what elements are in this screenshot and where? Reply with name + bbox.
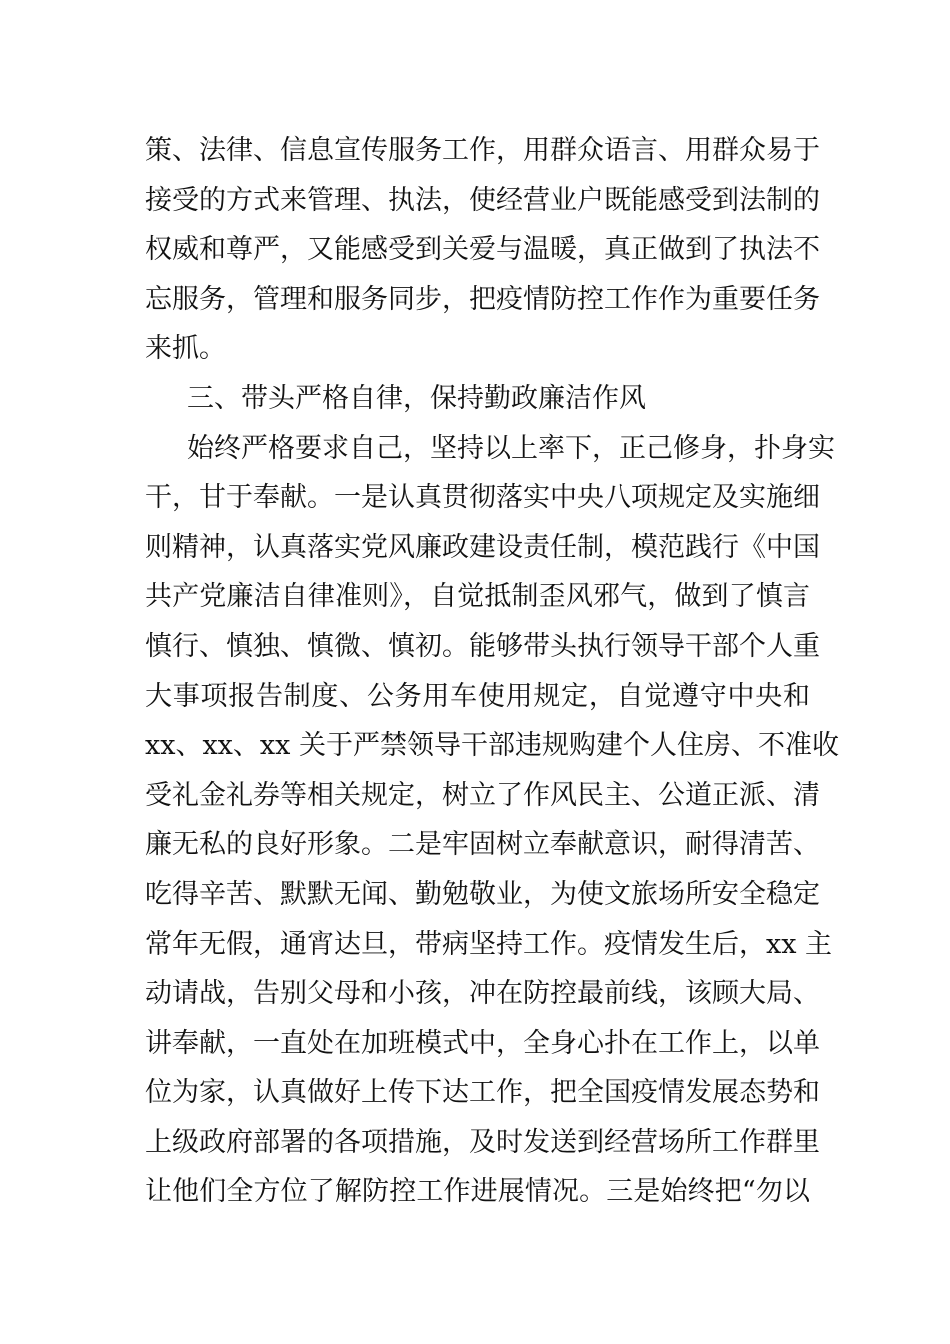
text-line: 共产党廉洁自律准则》，自觉抵制歪风邪气，做到了慎言 [145,581,810,613]
text-line: 慎行、慎独、慎微、慎初。能够带头执行领导干部个人重 [145,630,820,662]
text-line: 接受的方式来管理、执法，使经营业户既能感受到法制的 [145,184,820,216]
text-line: 始终严格要求自己，坚持以上率下，正己修身，扑身实 [187,432,835,464]
text-line: 大事项报告制度、公务用车使用规定，自觉遵守中央和 [145,680,810,712]
text-line: 动请战，告别父母和小孩，冲在防控最前线，该顾大局、 [145,978,820,1010]
text-line: 干，甘于奉献。一是认真贯彻落实中央八项规定及实施细 [145,482,820,514]
text-line: 廉无私的良好形象。二是牢固树立奉献意识，耐得清苦、 [145,829,820,861]
text-line: 策、法律、信息宣传服务工作，用群众语言、用群众易于 [145,135,820,166]
text-line: 讲奉献，一直处在加班模式中，全身心扑在工作上，以单 [145,1027,820,1059]
text-line: 吃得辛苦、默默无闻、勤勉敬业，为使文旅场所安全稳定 [145,878,820,910]
text-line: 让他们全方位了解防控工作进展情况。三是始终把“勿以 [145,1176,810,1208]
section-heading: 三、带头严格自律，保持勤政廉洁作风 [187,382,646,414]
text-line: 受礼金礼券等相关规定，树立了作风民主、公道正派、清 [145,779,820,811]
text-line: 来抓。 [145,333,226,365]
text-line: xx、xx、xx 关于严禁领导干部违规购建个人住房、不准收 [145,730,839,762]
text-line: 位为家，认真做好上传下达工作，把全国疫情发展态势和 [145,1077,820,1109]
document-body [145,126,839,1217]
text-line: 常年无假，通宵达旦，带病坚持工作。疫情发生后，xx 主 [145,928,833,960]
text-line: 上级政府部署的各项措施，及时发送到经营场所工作群里 [145,1126,820,1158]
text-line: 忘服务，管理和服务同步，把疫情防控工作作为重要任务 [145,283,820,315]
text-line: 权威和尊严，又能感受到关爱与温暖，真正做到了执法不 [145,234,820,266]
text-line: 则精神，认真落实党风廉政建设责任制，模范践行《中国 [145,531,820,563]
